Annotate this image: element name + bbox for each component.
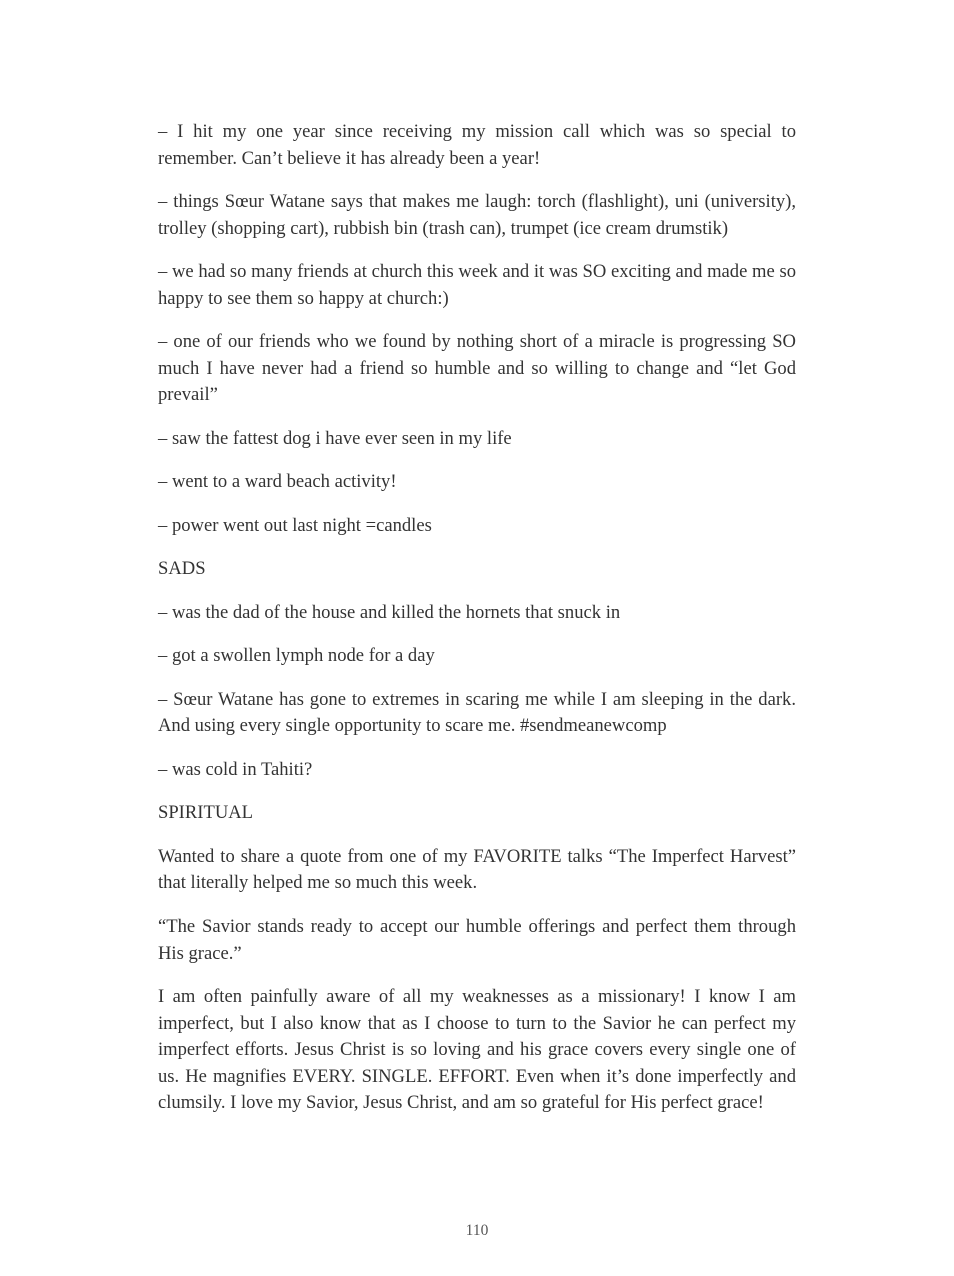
paragraph-church-friends: – we had so many friends at church this week and it was SO exciting and made me so happy to see them so happy at church:) (158, 261, 796, 309)
paragraph-cold-tahiti: – was cold in Tahiti? (158, 758, 313, 780)
paragraph-savior-quote: “The Savior stands ready to accept our humble offerings and perfect them through His grace.” (158, 915, 796, 964)
paragraph-hornets: – was the dad of the house and killed the hornets that snuck in (158, 601, 621, 623)
section-heading-sads: SADS (158, 558, 206, 580)
paragraph-funny-words: – things Sœur Watane says that makes me laugh: torch (flashlight), uni (university), trolley (shopping cart), rubbish bin (trash can), trumpet (ice cream drumstik) (158, 191, 796, 239)
page-body (158, 119, 796, 1134)
paragraph-beach-activity: – went to a ward beach activity! (158, 471, 397, 493)
page-number: 110 (465, 1222, 489, 1239)
paragraph-scaring: – Sœur Watane has gone to extremes in scaring me while I am sleeping in the dark. And using every single opportunity to scare me. #sendmeanewcomp (158, 688, 796, 737)
paragraph-testimony: I am often painfully aware of all my weaknesses as a missionary! I know I am imperfect, but I also know that as I choose to turn to the Savior he can perfect my imperfect efforts. Jesus Christ is so loving and his grace covers every single one of us. He magnifies EVERY. SINGLE. EFFORT. Even when it’s done imperfectly and clumsily. I love my Savior, Jesus Christ, and am so grateful for His perfect grace! (158, 986, 796, 1114)
paragraph-mission-anniversary: – I hit my one year since receiving my mission call which was so special to remember. Can’t believe it has already been a year! (158, 121, 796, 169)
paragraph-fattest-dog: – saw the fattest dog i have ever seen in my life (158, 427, 512, 449)
paragraph-progressing-friend: – one of our friends who we found by nothing short of a miracle is progressing SO much I have never had a friend so humble and so willing to change and “let God prevail” (158, 331, 796, 406)
paragraph-power-outage: – power went out last night =candles (158, 514, 432, 536)
section-heading-spiritual: SPIRITUAL (158, 802, 254, 824)
paragraph-favorite-talk: Wanted to share a quote from one of my FAVORITE talks “The Imperfect Harvest” that literally helped me so much this week. (158, 845, 796, 894)
paragraph-lymph-node: – got a swollen lymph node for a day (158, 645, 435, 667)
